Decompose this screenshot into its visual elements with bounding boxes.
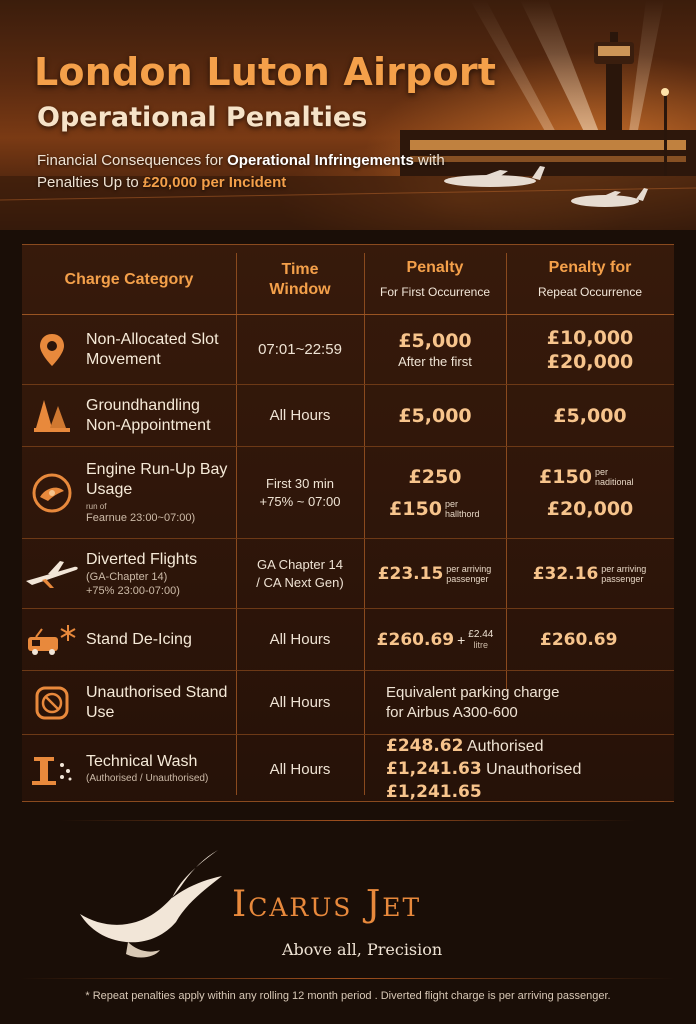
repeat-amount-1: £10,000 [546, 326, 634, 349]
time-window: All Hours [269, 760, 331, 778]
penalty-extra-unit: litre [473, 640, 489, 650]
table-row-unauthorised-stand [22, 671, 674, 735]
time-window: All Hours [269, 694, 331, 711]
wash-label-1: Authorised [467, 737, 544, 755]
category-note: (Authorised / Unauthorised) [86, 773, 209, 784]
penalty-amount: £5,000 [398, 329, 472, 352]
hero-description [37, 150, 507, 194]
desc-text-2: with Penalties Up to [37, 152, 445, 191]
header-penalty [364, 245, 506, 315]
wash-icon [22, 735, 82, 803]
engine-icon [22, 447, 82, 538]
repeat-amount: £5,000 [553, 404, 627, 427]
brand-tagline: Above all, Precision [282, 940, 443, 959]
repeat-amount: £32.16 [532, 563, 599, 584]
header-repeat [506, 245, 674, 315]
page-title: London Luton Airport [34, 50, 497, 94]
table-row-technical-wash [22, 735, 674, 803]
penalty-amount-2: £150 [389, 497, 442, 520]
penalty-plus: + [457, 631, 466, 648]
penalty-amount: £5,000 [398, 404, 472, 427]
wash-amount-2: £1,241.63 [386, 758, 482, 779]
hero-banner [0, 0, 696, 230]
airplane-icon [22, 539, 82, 608]
header-penalty-label: Penalty [406, 259, 464, 276]
page-subtitle: Operational Penalties [37, 102, 368, 133]
category-label: Groundhandling Non-Appointment [86, 396, 211, 434]
desc-bold: Operational Infringements [227, 152, 414, 169]
no-entry-icon [22, 671, 82, 734]
table-row-slot [22, 315, 674, 385]
desc-text-1: Financial Consequences for [37, 152, 228, 169]
header-repeat-sub: Repeat Occurrence [537, 285, 643, 299]
repeat-unit: per arriving passenger [601, 563, 647, 584]
category-label: Stand De-Icing [86, 630, 192, 648]
table-row-groundhandling [22, 385, 674, 447]
header-time [236, 245, 364, 315]
penalty-amount-1: £250 [408, 465, 462, 488]
repeat-amount-2: £20,000 [546, 497, 634, 520]
repeat-amount-1: £150 [539, 465, 592, 488]
table-row-deicing [22, 609, 674, 671]
wash-label-2: Unauthorised [486, 760, 582, 778]
brand-name: Icarus Jet [232, 884, 422, 925]
penalty-extra: £2.44 [468, 629, 494, 640]
location-pin-icon [22, 315, 82, 384]
header-category [22, 245, 236, 315]
header-category-label: Charge Category [64, 271, 194, 288]
category-label: Engine Run-Up Bay Usage [86, 461, 228, 498]
footnote: * Repeat penalties apply within any rolling 12 month period . Diverted flight charge is per arriving passenger. [85, 990, 611, 1002]
header-penalty-sub: For First Occurrence [379, 285, 490, 299]
penalty-amount: £23.15 [377, 563, 444, 584]
category-label: Diverted Flights [86, 550, 198, 568]
category-note-small: run of [86, 502, 107, 511]
table-header [22, 245, 674, 315]
penalty-amount: £260.69 [376, 629, 455, 650]
penalty-unit: per hallthord [444, 498, 480, 519]
desc-amount: £20,000 per Incident [142, 174, 287, 191]
repeat-amount: £260.69 [540, 629, 618, 650]
category-note: Fearnue 23:00~07:00) [86, 512, 196, 524]
repeat-amount-2: £20,000 [546, 350, 634, 373]
header-repeat-label: Penalty for [548, 259, 632, 276]
time-window-2: / CA Next Gen) [256, 574, 344, 590]
time-window: All Hours [269, 407, 331, 424]
category-label: Non-Allocated Slot Movement [86, 330, 219, 368]
table-row-diverted-flights [22, 539, 674, 609]
footer-divider [20, 978, 676, 979]
icarus-wing-logo-icon [76, 846, 226, 962]
header-time-label: Time Window [269, 261, 331, 298]
table-row-engine-runup [22, 447, 674, 539]
wash-amount-3: £1,241.65 [386, 781, 482, 802]
category-label: Unauthorised Stand Use [86, 683, 228, 721]
traffic-cone-icon [22, 385, 82, 446]
repeat-unit: per naditional [594, 466, 634, 487]
category-label: Technical Wash [86, 753, 198, 770]
deicing-truck-icon [22, 609, 82, 670]
category-note-2: +75% 23:00-07:00) [86, 584, 180, 597]
penalty-text-2: for Airbus A300-600 [386, 703, 518, 721]
time-window: 07:01~22:59 [258, 341, 342, 358]
penalty-unit: per arriving passenger [446, 563, 492, 584]
penalty-text-1: Equivalent parking charge [386, 683, 560, 701]
category-note-1: (GA-Chapter 14) [86, 570, 168, 583]
wash-amount-1: £248.62 [386, 735, 464, 756]
penalty-table [22, 244, 674, 802]
time-window-1: GA Chapter 14 [257, 556, 343, 572]
section-divider [60, 820, 636, 821]
time-window-2: +75% ~ 07:00 [259, 493, 341, 509]
time-window-1: First 30 min [266, 475, 334, 491]
time-window: All Hours [269, 631, 331, 648]
penalty-note: After the first [398, 353, 472, 369]
